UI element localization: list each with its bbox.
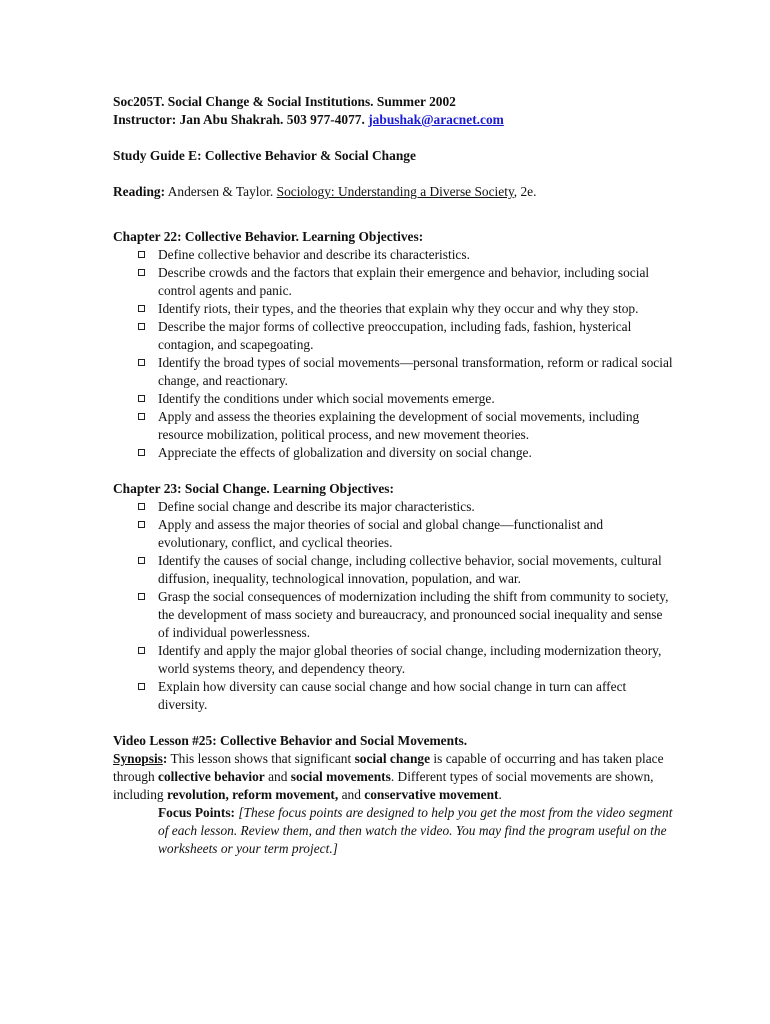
focus-points-label: Focus Points: [158,805,235,820]
list-item: Describe crowds and the factors that explain their emergence and behavior, including social control agents and panic. [158,264,673,300]
checkbox-bullet-icon [138,557,145,564]
checkbox-bullet-icon [138,323,145,330]
reading-book-title: Sociology: Understanding a Diverse Society [276,184,514,199]
term-conservative-movement: conservative movement [364,787,499,802]
checkbox-bullet-icon [138,503,145,510]
checkbox-bullet-icon [138,413,145,420]
list-item: Describe the major forms of collective preoccupation, including fads, fashion, hysterical contagion, and scapegoating. [158,318,673,354]
checkbox-bullet-icon [138,449,145,456]
list-item: Identify the causes of social change, including collective behavior, social movements, cultural diffusion, inequality, technological innovation, population, and war. [158,552,673,588]
reading-edition: , 2e. [513,184,537,199]
checkbox-bullet-icon [138,647,145,654]
checkbox-bullet-icon [138,395,145,402]
course-title: Soc205T. Social Change & Social Institutions. Summer 2002 [113,94,456,109]
focus-points-paragraph [113,804,673,858]
term-collective-behavior: collective behavior [158,769,265,784]
list-item: Explain how diversity can cause social change and how social change in turn can affect diversity. [158,678,673,714]
checkbox-bullet-icon [138,683,145,690]
chapter23-heading: Chapter 23: Social Change. Learning Objectives: [113,481,394,496]
video-lesson-heading: Video Lesson #25: Collective Behavior and Social Movements. [113,733,468,748]
term-social-change: social change [354,751,431,766]
checkbox-bullet-icon [138,521,145,528]
synopsis-label: Synopsis [113,751,163,766]
list-item: Identify the broad types of social movements—personal transformation, reform or radical social change, and reactionary. [158,354,673,390]
list-item: Grasp the social consequences of modernization including the shift from community to society, the development of mass society and bureaucracy, and pronounced social inequality and sense of individual powerlessness. [158,588,673,642]
email-link[interactable]: jabushak@aracnet.com [368,112,504,127]
document-page [113,93,673,858]
instructor-info: Instructor: Jan Abu Shakrah. 503 977-4077. [113,112,365,127]
term-movement-types: revolution, reform movement, [166,787,339,802]
study-guide-title: Study Guide E: Collective Behavior & Social Change [113,148,416,163]
list-item: Appreciate the effects of globalization and diversity on social change. [158,444,673,462]
list-item: Apply and assess the theories explaining the development of social movements, including resource mobilization, political process, and new movement theories. [158,408,673,444]
chapter22-heading: Chapter 22: Collective Behavior. Learning Objectives: [113,229,424,244]
list-item: Identify riots, their types, and the theories that explain why they occur and why they stop. [158,300,673,318]
list-item: Apply and assess the major theories of social and global change—functionalist and evolutionary, conflict, and cyclical theories. [158,516,673,552]
reading-authors: Andersen & Taylor. [167,184,274,199]
synopsis-paragraph: Synopsis: This lesson shows that significant social change is capable of occurring and has taken place through collective behavior and social movements. Different types of social movements are shown, including revolution, reform movement, and conservative movement. [113,751,664,802]
checkbox-bullet-icon [138,593,145,600]
checkbox-bullet-icon [138,305,145,312]
list-item: Identify and apply the major global theories of social change, including modernization theory, world systems theory, and dependency theory. [158,642,673,678]
reading-label: Reading: [113,184,166,199]
list-item: Define social change and describe its major characteristics. [158,498,673,516]
checkbox-bullet-icon [138,269,145,276]
focus-points-text: [These focus points are designed to help you get the most from the video segment of each lesson. Review them, and then watch the video. You may find the program useful on the worksheets or your term project.] [158,805,673,856]
list-item: Identify the conditions under which social movements emerge. [158,390,673,408]
reading-line [113,183,673,201]
chapter22-objectives [113,246,673,462]
instructor-line [113,111,673,129]
chapter23-objectives [113,498,673,714]
checkbox-bullet-icon [138,359,145,366]
list-item: Define collective behavior and describe its characteristics. [158,246,673,264]
checkbox-bullet-icon [138,251,145,258]
term-social-movements: social movements [290,769,391,784]
